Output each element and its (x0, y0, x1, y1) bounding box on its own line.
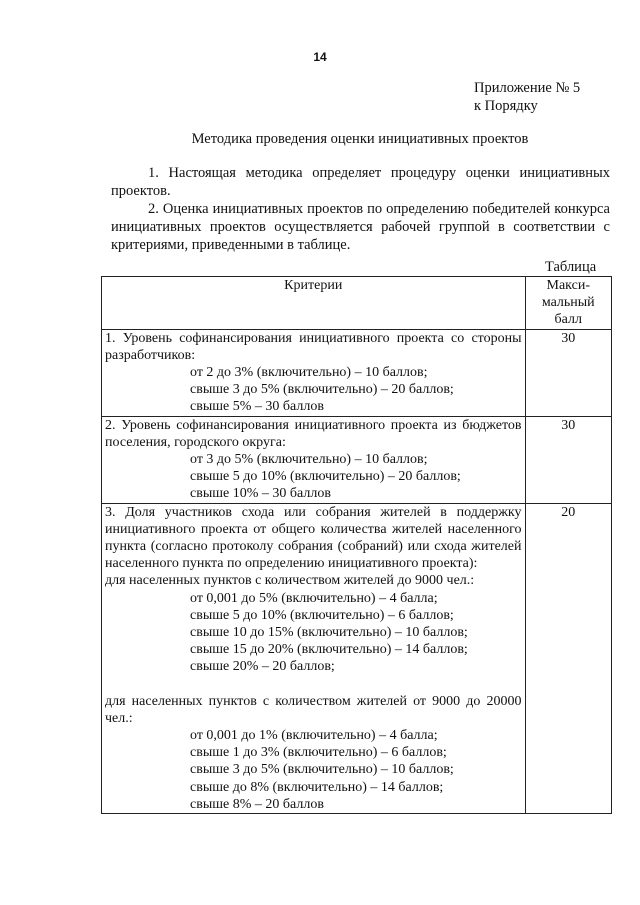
population-group-heading: для населенных пунктов с количеством жителей до 9000 чел.: (105, 573, 475, 589)
appendix-reference (474, 79, 580, 115)
paragraph-2: 2. Оценка инициативных проектов по определению победителей конкурса инициативных проектов осуществляется рабочей группой в соответствии с критериями, приведенными в таблице. (111, 201, 610, 253)
criterion-item: от 0,001 до 5% (включительно) – 4 балла; (190, 590, 438, 606)
criterion-item: свыше 1 до 3% (включительно) – 6 баллов; (190, 745, 447, 761)
criterion-cell (102, 416, 526, 503)
score-cell: 30 (525, 416, 612, 503)
paragraph-1: 1. Настоящая методика определяет процедуру оценки инициативных проектов. (111, 165, 610, 199)
intro-paragraphs (111, 164, 610, 254)
population-group-heading: для населенных пунктов с количеством жителей от 9000 до 20000 чел.: (105, 693, 522, 726)
criterion-cell (102, 503, 526, 813)
criterion-item: от 3 до 5% (включительно) – 10 баллов; (190, 452, 428, 468)
criterion-item: от 2 до 3% (включительно) – 10 баллов; (190, 365, 428, 381)
table-row (102, 329, 612, 416)
criterion-text: 1. Уровень софинансирования инициативного проекта со стороны разработчиков: (105, 330, 522, 363)
criterion-item: свыше 20% – 20 баллов; (190, 659, 335, 675)
criterion-item: свыше 10% – 30 баллов (190, 486, 331, 502)
criterion-item: свыше до 8% (включительно) – 14 баллов; (190, 779, 444, 795)
table-row (102, 416, 612, 503)
header-max-score: Макси-мальный балл (525, 277, 612, 330)
criterion-item: свыше 5% – 30 баллов (190, 399, 324, 415)
criterion-item: свыше 5 до 10% (включительно) – 20 баллов; (190, 469, 461, 485)
criterion-item: свыше 3 до 5% (включительно) – 10 баллов; (190, 762, 454, 778)
table-row (102, 503, 612, 813)
criterion-item: свыше 10 до 15% (включительно) – 10 баллов; (190, 625, 468, 641)
appendix-number: Приложение № 5 (474, 80, 581, 96)
score-cell: 20 (525, 503, 612, 813)
criterion-text: 3. Доля участников схода или собрания жителей в поддержку инициативного проекта от общего количества жителей населенного пункта (согласно протоколу собрания (собраний) или схода жителей населенного пункта по определению инициативного проекта): (105, 504, 522, 572)
page-number: 14 (313, 50, 327, 64)
table-caption: Таблица (545, 259, 597, 275)
criterion-item: свыше 15 до 20% (включительно) – 14 баллов; (190, 642, 468, 658)
criterion-item: от 0,001 до 1% (включительно) – 4 балла; (190, 728, 438, 744)
blank-line (105, 676, 522, 693)
table-header-row (102, 277, 612, 330)
criteria-table (101, 276, 612, 814)
criterion-item: свыше 3 до 5% (включительно) – 20 баллов; (190, 382, 454, 398)
criterion-text: 2. Уровень софинансирования инициативного проекта из бюджетов поселения, городского округа: (105, 417, 522, 450)
score-cell: 30 (525, 329, 612, 416)
criterion-cell (102, 329, 526, 416)
document-title: Методика проведения оценки инициативных проектов (191, 131, 529, 147)
criterion-item: свыше 8% – 20 баллов (190, 796, 324, 812)
appendix-to-order: к Порядку (474, 98, 538, 114)
criterion-item: свыше 5 до 10% (включительно) – 6 баллов; (190, 607, 454, 623)
header-criteria: Критерии (102, 277, 526, 330)
